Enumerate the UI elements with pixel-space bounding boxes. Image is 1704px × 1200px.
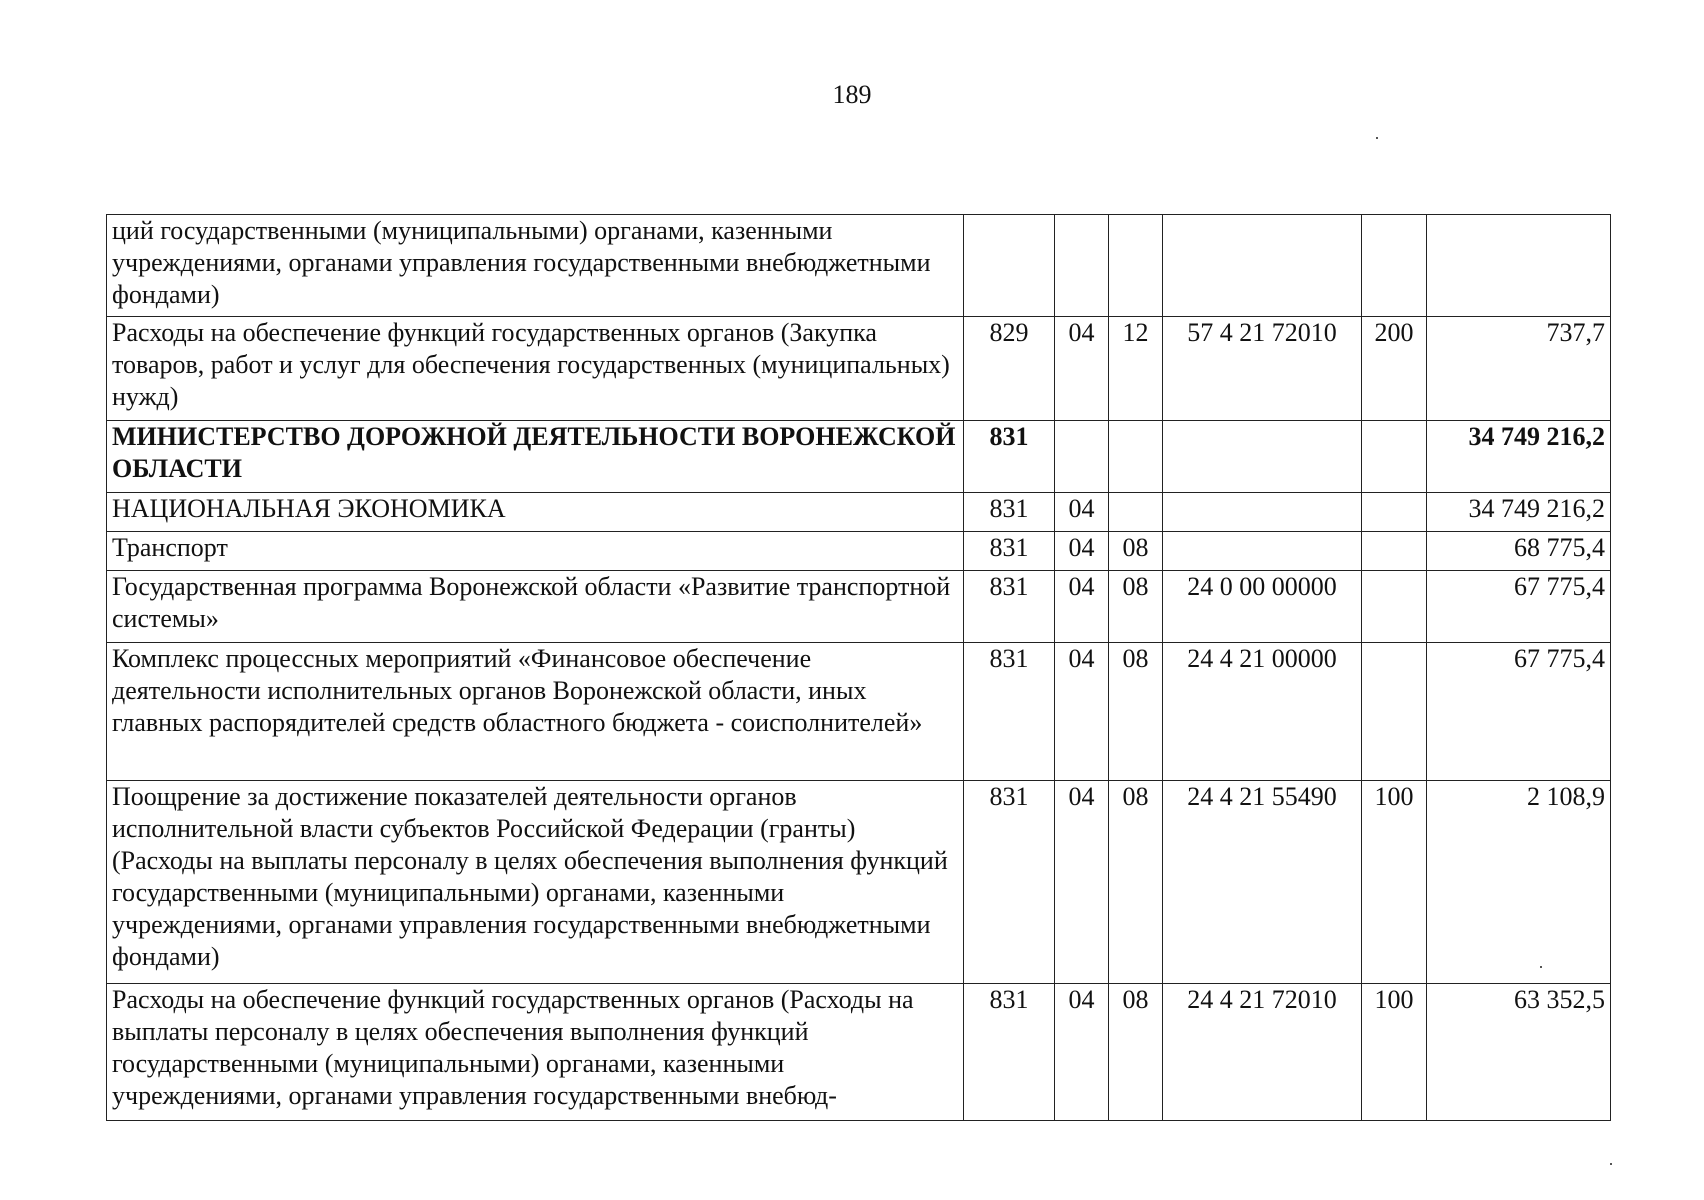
amount: 67 775,4 (1427, 643, 1611, 781)
expense-type-code (1362, 493, 1427, 532)
target-article-code (1163, 493, 1362, 532)
expense-type-code: 100 (1362, 984, 1427, 1121)
target-article-code: 24 4 21 55490 (1163, 781, 1362, 984)
grbs-code: 831 (964, 571, 1055, 643)
row-name: Транспорт (107, 532, 964, 571)
grbs-code: 831 (964, 493, 1055, 532)
subsection-code (1109, 421, 1163, 493)
grbs-code (964, 215, 1055, 317)
target-article-code (1163, 421, 1362, 493)
subsection-code: 08 (1109, 781, 1163, 984)
table-row (107, 317, 1611, 421)
row-name: Расходы на обеспечение функций государственных органов (Закупка товаров, работ и услуг для обеспечения государственных (муниципальных) нужд) (107, 317, 964, 421)
target-article-code: 57 4 21 72010 (1163, 317, 1362, 421)
grbs-code: 831 (964, 643, 1055, 781)
table-row (107, 984, 1611, 1121)
section-code: 04 (1055, 781, 1109, 984)
section-code (1055, 421, 1109, 493)
target-article-code (1163, 215, 1362, 317)
row-name: ций государственными (муниципальными) органами, казенными учреждениями, органами управления государственными внебюджетными фондами) (107, 215, 964, 317)
target-article-code: 24 0 00 00000 (1163, 571, 1362, 643)
expense-type-code (1362, 421, 1427, 493)
section-code (1055, 215, 1109, 317)
expense-type-code (1362, 532, 1427, 571)
subsection-code: 08 (1109, 532, 1163, 571)
table-row (107, 493, 1611, 532)
amount: 2 108,9 (1427, 781, 1611, 984)
section-code: 04 (1055, 532, 1109, 571)
section-code: 04 (1055, 984, 1109, 1121)
row-name: МИНИСТЕРСТВО ДОРОЖНОЙ ДЕЯТЕЛЬНОСТИ ВОРОНЕЖСКОЙ ОБЛАСТИ (107, 421, 964, 493)
target-article-code (1163, 532, 1362, 571)
subsection-code: 08 (1109, 643, 1163, 781)
table-row (107, 532, 1611, 571)
grbs-code: 831 (964, 984, 1055, 1121)
grbs-code: 831 (964, 532, 1055, 571)
section-code: 04 (1055, 317, 1109, 421)
subsection-code: 08 (1109, 571, 1163, 643)
grbs-code: 831 (964, 781, 1055, 984)
row-name: Поощрение за достижение показателей деятельности органов исполнительной власти субъектов Российской Федерации (гранты) (Расходы на выплаты персоналу в целях обеспечения выполнения функций государственными (муниципальными) органами, казенными учреждениями, органами управления государственными внебюджетными фондами) (107, 781, 964, 984)
page-number: 189 (832, 80, 872, 109)
expense-type-code: 100 (1362, 781, 1427, 984)
section-code: 04 (1055, 493, 1109, 532)
row-name: НАЦИОНАЛЬНАЯ ЭКОНОМИКА (107, 493, 964, 532)
row-name: Расходы на обеспечение функций государственных органов (Расходы на выплаты персоналу в целях обеспечения выполнения функций государственными (муниципальными) органами, казенными учреждениями, органами управления государственными внебюд- (107, 984, 964, 1121)
row-name: Комплекс процессных мероприятий «Финансовое обеспечение деятельности исполнительных органов Воронежской области, иных главных распорядителей средств областного бюджета - соисполнителей» (107, 643, 964, 781)
subsection-code: 12 (1109, 317, 1163, 421)
expense-type-code (1362, 571, 1427, 643)
amount: 68 775,4 (1427, 532, 1611, 571)
expense-type-code: 200 (1362, 317, 1427, 421)
budget-table (106, 214, 1611, 1121)
table-row (107, 781, 1611, 984)
amount: 737,7 (1427, 317, 1611, 421)
target-article-code: 24 4 21 00000 (1163, 643, 1362, 781)
table-row (107, 421, 1611, 493)
expense-type-code (1362, 643, 1427, 781)
subsection-code: 08 (1109, 984, 1163, 1121)
amount: 34 749 216,2 (1427, 493, 1611, 532)
scan-speck (1376, 137, 1378, 139)
grbs-code: 829 (964, 317, 1055, 421)
amount: 63 352,5 (1427, 984, 1611, 1121)
table-row (107, 643, 1611, 781)
amount: 67 775,4 (1427, 571, 1611, 643)
section-code: 04 (1055, 571, 1109, 643)
subsection-code (1109, 215, 1163, 317)
expense-type-code (1362, 215, 1427, 317)
section-code: 04 (1055, 643, 1109, 781)
amount (1427, 215, 1611, 317)
subsection-code (1109, 493, 1163, 532)
table-row (107, 215, 1611, 317)
row-name: Государственная программа Воронежской области «Развитие транспортной системы» (107, 571, 964, 643)
table-row (107, 571, 1611, 643)
grbs-code: 831 (964, 421, 1055, 493)
amount: 34 749 216,2 (1427, 421, 1611, 493)
scan-speck (1610, 1163, 1612, 1165)
target-article-code: 24 4 21 72010 (1163, 984, 1362, 1121)
